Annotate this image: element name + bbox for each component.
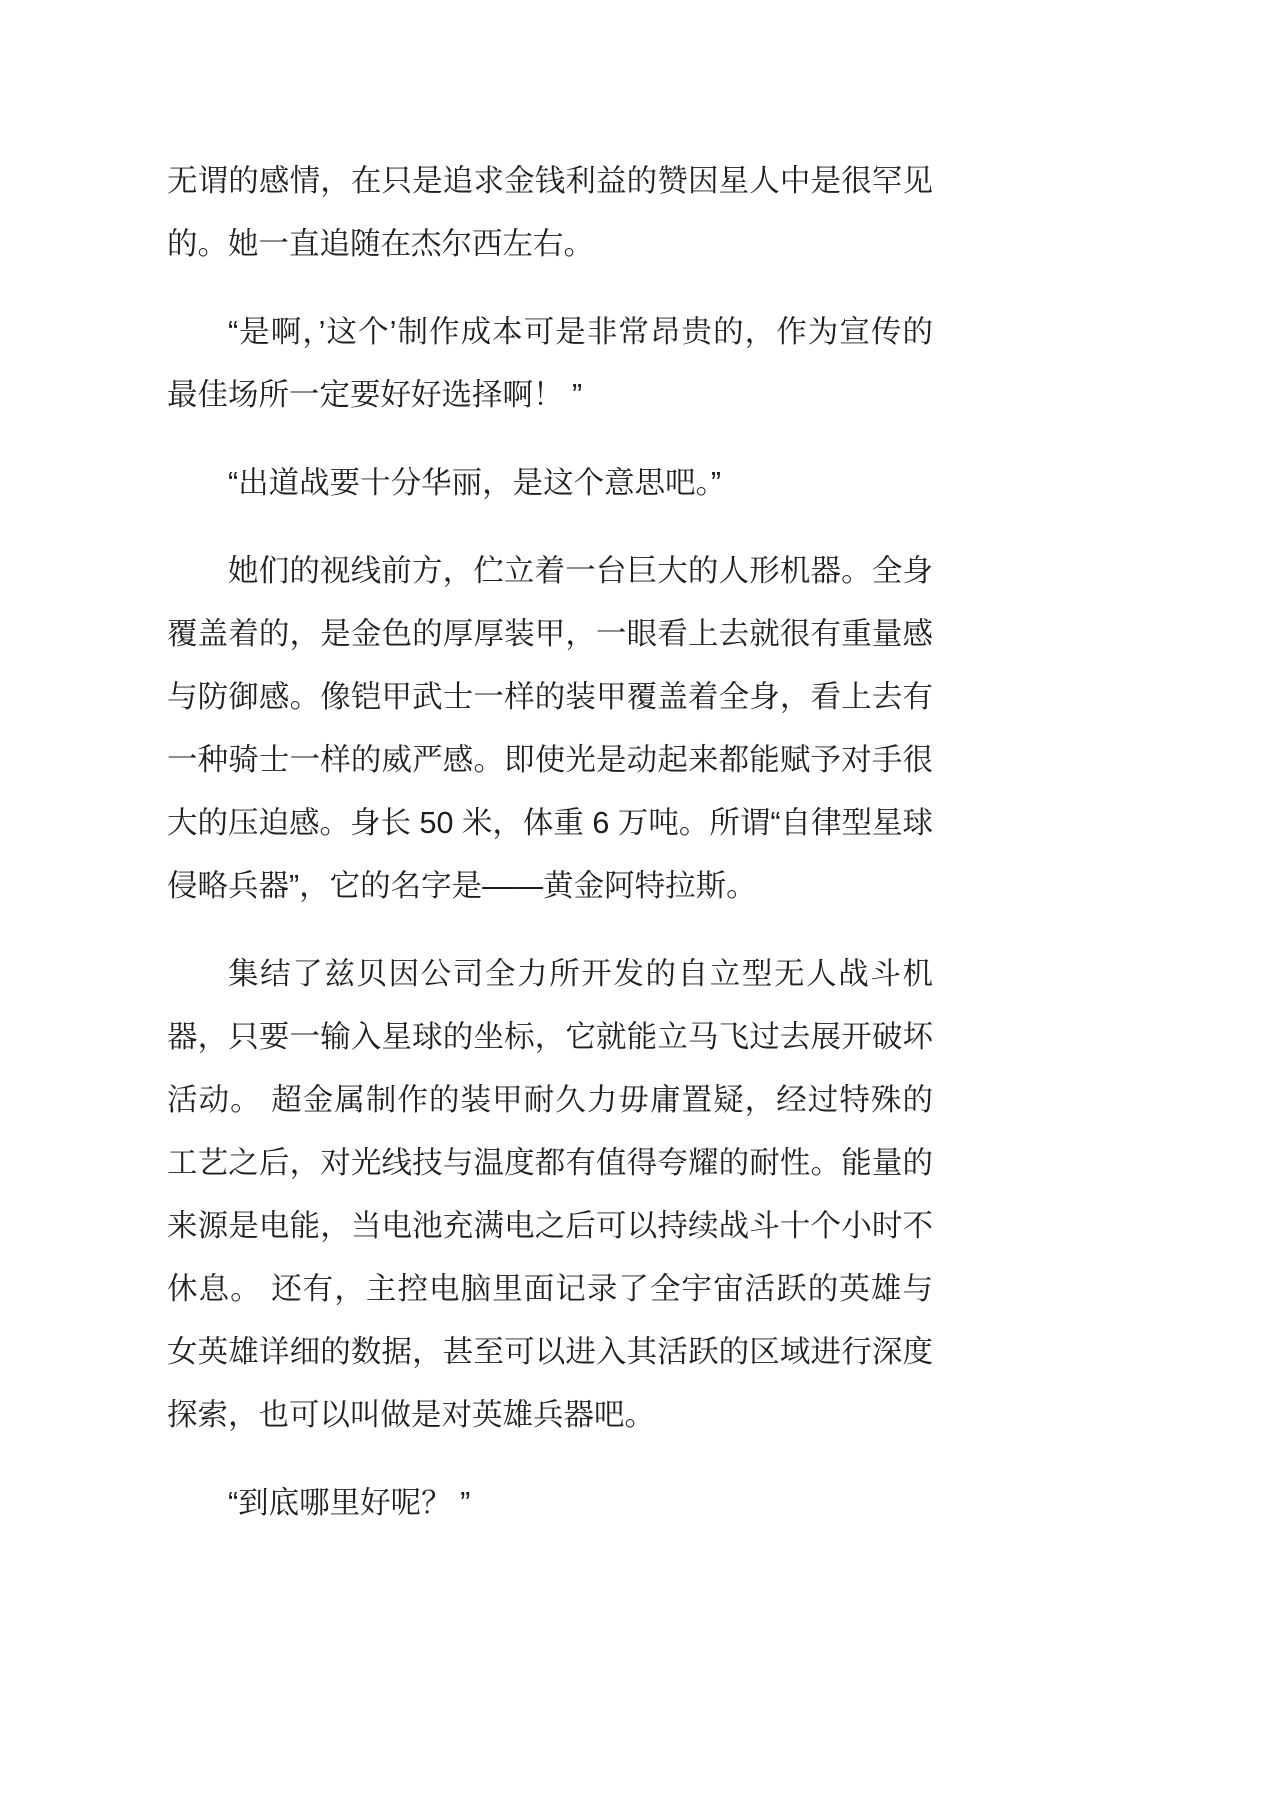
paragraph: “是啊，’这个’制作成本可是非常昂贵的，作为宣传的最佳场所一定要好好选择啊！ ” <box>167 315 933 412</box>
paragraph: “出道战要十分华丽，是这个意思吧。” <box>228 466 722 500</box>
paragraph: 集结了兹贝因公司全力所开发的自立型无人战斗机器，只要一输入星球的坐标，它就能立马飞过去展开破坏活动。 超金属制作的装甲耐久力毋庸置疑，经过特殊的工艺之后，对光线技与温度都有值得夸耀的耐性。能量的来源是电能，当电池充满电之后可以持续战斗十个小时不休息。 还有，主控电脑里面记录了全宇宙活跃的英雄与女英雄详细的数据，甚至可以进入其活跃的区域进行深度探索，也可以叫做是对英雄兵器吧。 <box>167 957 933 1432</box>
paragraph: 无谓的感情，在只是追求金钱利益的赞因星人中是很罕见的。她一直追随在杰尔西左右。 <box>167 164 933 261</box>
paragraph: 她们的视线前方，伫立着一台巨大的人形机器。全身覆盖着的，是金色的厚厚装甲，一眼看上去就很有重量感与防御感。像铠甲武士一样的装甲覆盖着全身，看上去有一种骑士一样的威严感。即使光是动起来都能赋予对手很大的压迫感。身长 50 米，体重 6 万吨。所谓“自律型星球侵略兵器”，它的名字是——黄金阿特拉斯。 <box>167 554 933 903</box>
text-content <box>167 150 933 1560</box>
paragraph: “到底哪里好呢？ ” <box>228 1486 471 1520</box>
